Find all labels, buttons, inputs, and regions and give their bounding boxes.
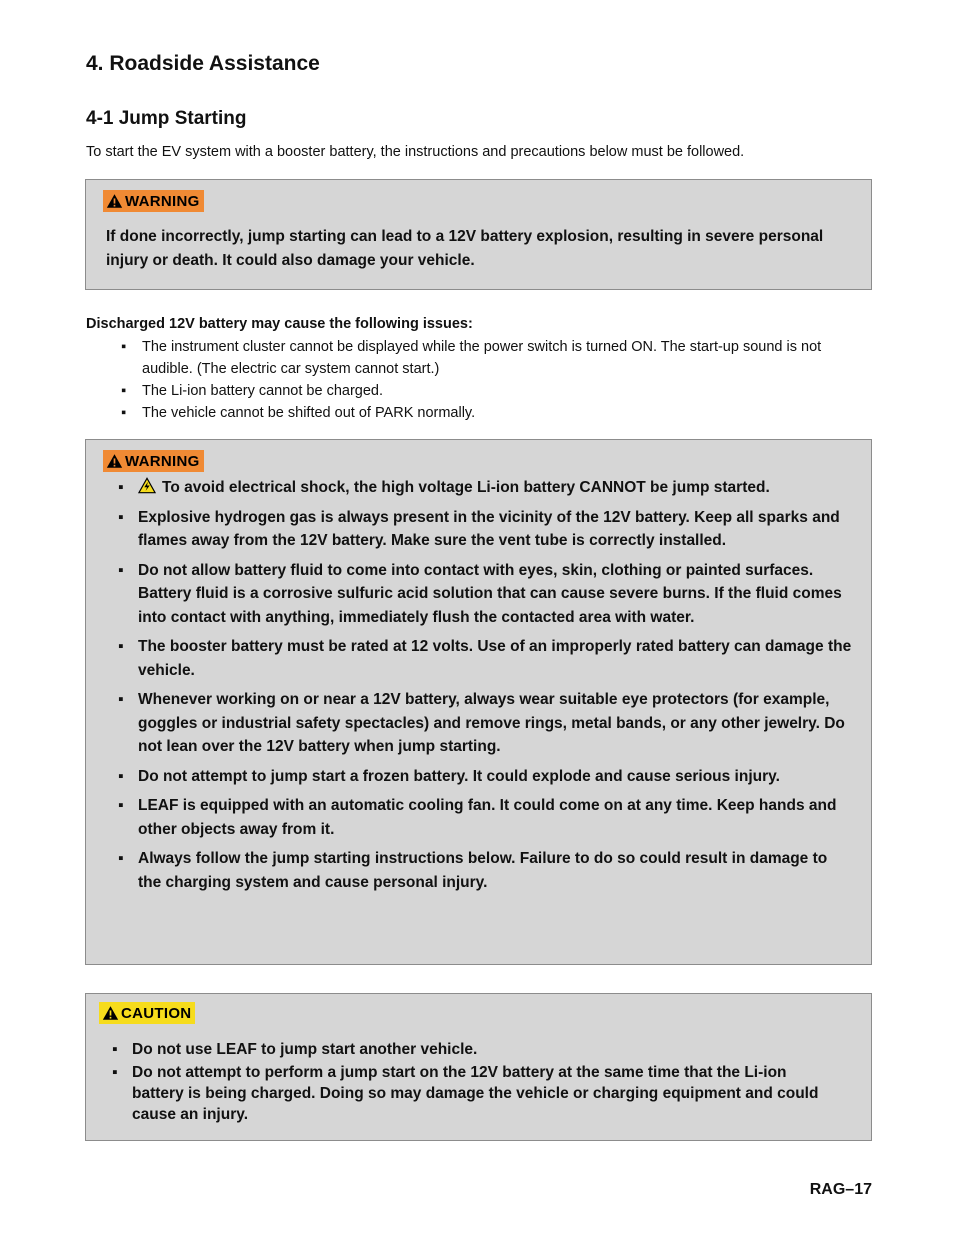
warning-text: If done incorrectly, jump starting can lead to a 12V battery explosion, resulting in severe personal injury or death. It could also damage your vehicle. [106,228,824,269]
warning-triangle-icon [106,193,123,209]
warning-badge [103,450,204,472]
list-item: ▪ Whenever working on or near a 12V battery, always wear suitable eye protectors (for example, goggles or industrial safety spectacles) and remove rings, metal bands, or any other jewelry. Do not lean over the 12V battery when jump starting. [108,688,853,759]
list-item: ▪ The vehicle cannot be shifted out of PARK normally. [118,402,848,424]
bullet: ▪ [118,561,124,579]
subsection-title: 4-1 Jump Starting [86,108,247,129]
bullet: ▪ [121,383,127,399]
list-item: ▪ To avoid electrical shock, the high voltage Li-ion battery CANNOT be jump started. [108,476,853,500]
bullet: ▪ [118,691,124,708]
caution-badge-label: CAUTION [121,1004,192,1022]
list-item: ▪ Do not allow battery fluid to come into contact with eyes, skin, clothing or painted surfaces. Battery fluid is a corrosive sulfuric acid solution that can cause severe burns. If the fluid comes into contact with anything, immediately flush the contacted area with water. [108,559,853,630]
bullet: ▪ [118,797,124,814]
bullet: ▪ [118,479,124,496]
list-item: ▪ Explosive hydrogen gas is always present in the vicinity of the 12V battery. Keep all sparks and flames away from the 12V battery. Make sure the vent tube is correctly installed. [108,506,853,553]
warning-box-precautions [85,439,872,965]
bullet: ▪ [121,339,127,355]
issues-title: Discharged 12V battery may cause the following issues: [86,316,473,332]
warning-badge-label: WARNING [125,192,200,210]
list-item: ▪ The booster battery must be rated at 12 volts. Use of an improperly rated battery can damage the vehicle. [108,635,853,682]
caution-badge [99,1002,195,1024]
list-item: ▪ Do not use LEAF to jump start another vehicle. [112,1041,478,1058]
bullet: ▪ [112,1041,118,1058]
caution-triangle-icon [102,1005,119,1021]
list-item: ▪ LEAF is equipped with an automatic cooling fan. It could come on at any time. Keep hands and other objects away from it. [108,794,853,841]
caution-list [102,1039,841,1131]
warning-badge-label: WARNING [125,452,200,470]
warning-box-explosion [85,179,872,290]
caution-box [85,993,872,1141]
list-item: ▪ Do not attempt to perform a jump start on the 12V battery at the same time that the Li-ion battery is being charged. Doing so may damage the vehicle or charging equipment and could cause an injury. [112,1064,819,1123]
bullet: ▪ [118,850,124,867]
bullet: ▪ [118,767,124,785]
bullet: ▪ [118,508,124,526]
bullet: ▪ [121,405,127,421]
warning-list [108,476,853,900]
list-item: ▪ Always follow the jump starting instructions below. Failure to do so could result in damage to the charging system and cause personal injury. [108,847,853,894]
warning-badge [103,190,204,212]
list-item: ▪ The Li-ion battery cannot be charged. [118,380,848,402]
section-title: 4. Roadside Assistance [86,52,320,75]
list-item: ▪ Do not attempt to jump start a frozen battery. It could explode and cause serious injury. [108,765,853,789]
list-item: ▪ The instrument cluster cannot be displayed while the power switch is turned ON. The start-up sound is not audible. (The electric car system cannot start.) [118,336,848,380]
bullet: ▪ [118,638,124,655]
intro-text: To start the EV system with a booster battery, the instructions and precautions below must be followed. [86,144,745,160]
issues-list [118,336,848,424]
high-voltage-icon [138,477,156,494]
bullet: ▪ [112,1064,118,1081]
warning-triangle-icon [106,453,123,469]
page-number: RAG–17 [809,1181,872,1198]
